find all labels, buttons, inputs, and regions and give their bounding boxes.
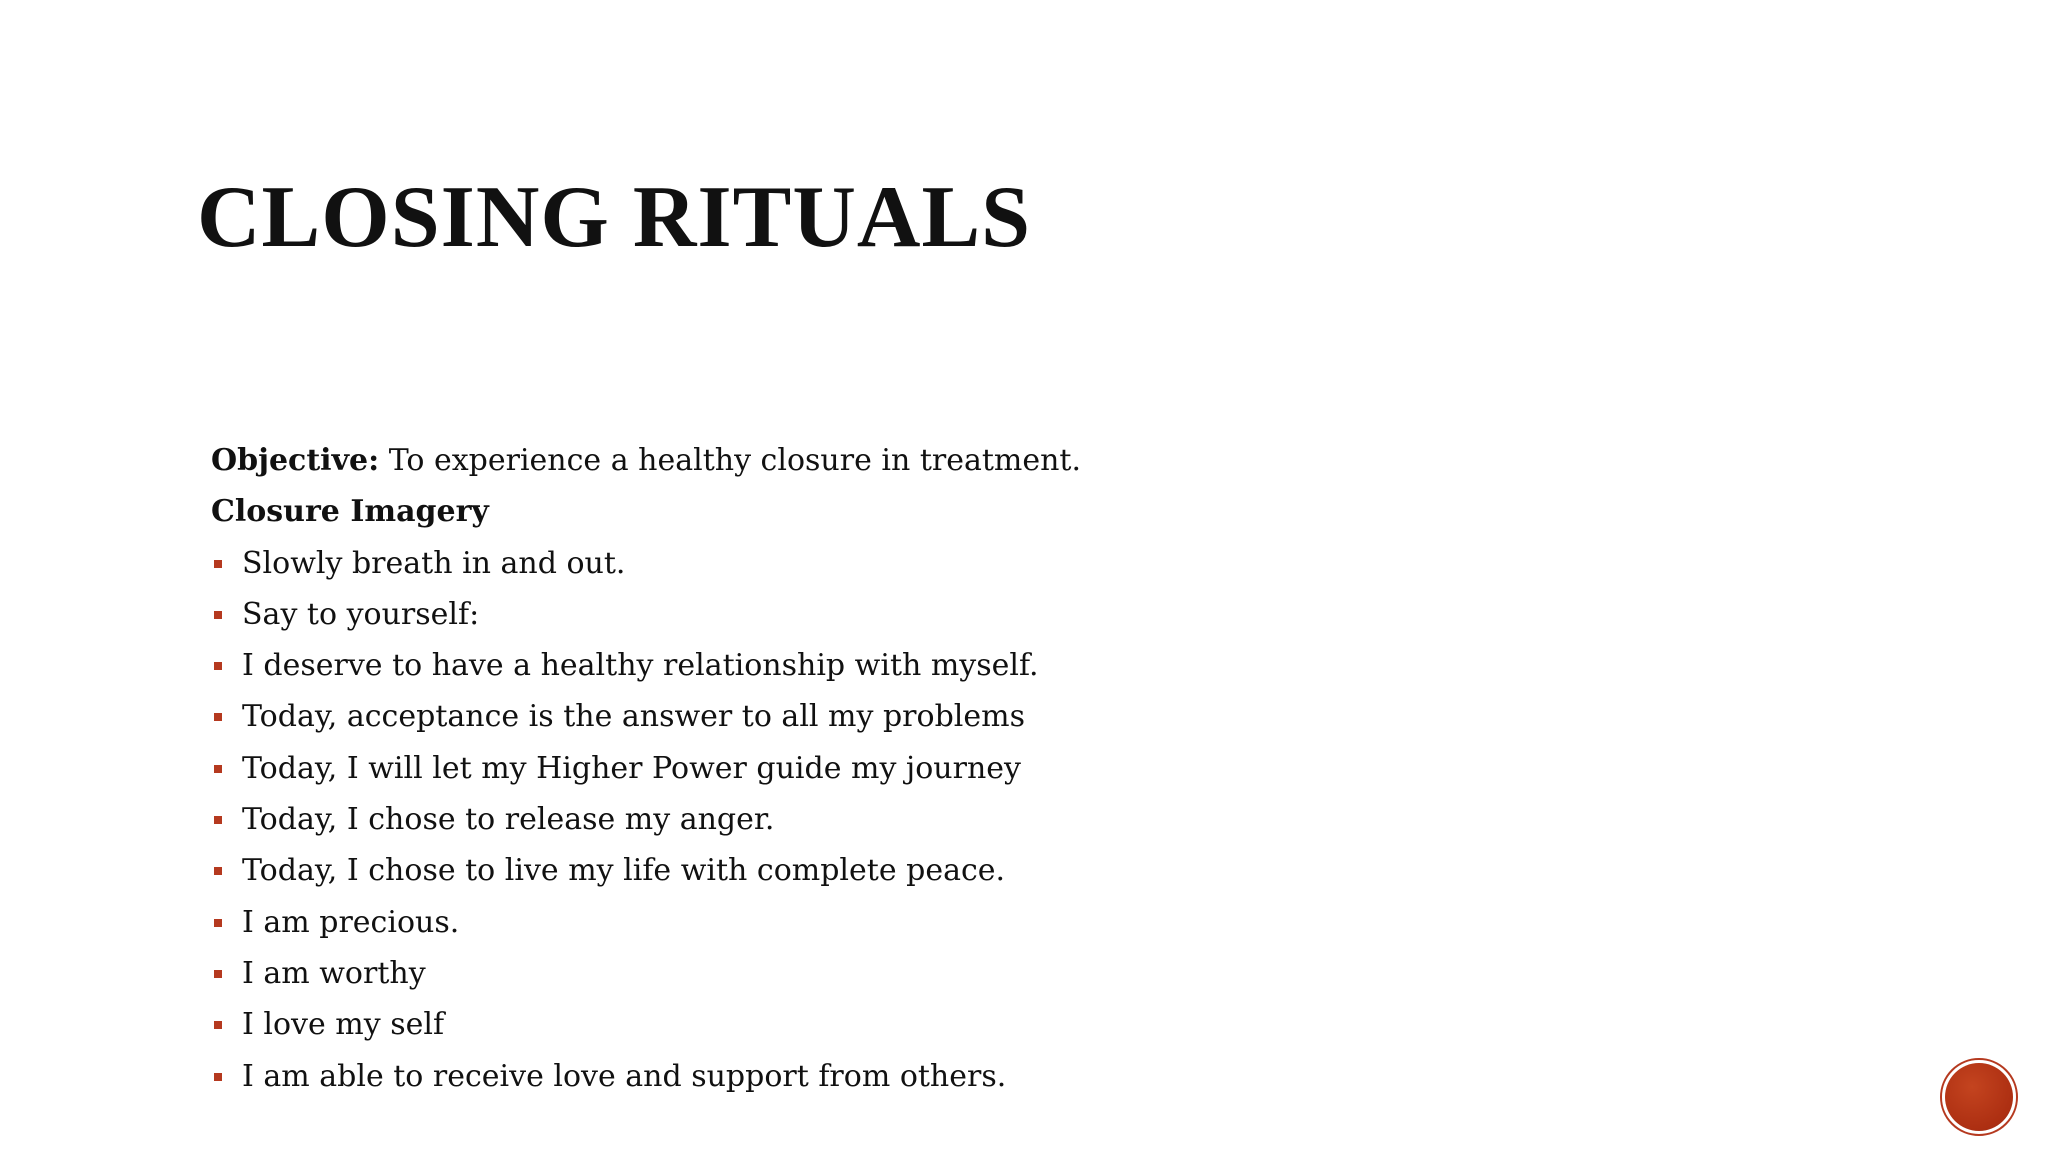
list-item	[211, 1051, 1311, 1102]
subheading: Closure Imagery	[211, 494, 489, 530]
square-bullet-icon	[214, 816, 222, 824]
list-item-text: I am precious.	[242, 904, 460, 940]
list-item	[211, 948, 1311, 999]
list-item-text: Today, I chose to release my anger.	[242, 802, 775, 838]
list-item	[211, 538, 1311, 589]
square-bullet-icon	[214, 611, 222, 619]
list-item-text: Today, I chose to live my life with complete peace.	[242, 853, 1006, 889]
square-bullet-icon	[214, 1021, 222, 1029]
slide-nav-button[interactable]	[1940, 1058, 2018, 1136]
list-item	[211, 691, 1311, 742]
list-item-text: Today, acceptance is the answer to all my problems	[242, 699, 1025, 735]
list-item-text: I am worthy	[242, 955, 426, 991]
square-bullet-icon	[214, 765, 222, 773]
square-bullet-icon	[214, 919, 222, 927]
objective-line	[211, 435, 1311, 486]
list-item	[211, 897, 1311, 948]
list-item-text: I am able to receive love and support from others.	[242, 1058, 1007, 1094]
square-bullet-icon	[214, 867, 222, 875]
list-item-text: Say to yourself:	[242, 596, 480, 632]
bullet-list	[211, 538, 1311, 1102]
list-item	[211, 743, 1311, 794]
square-bullet-icon	[214, 1073, 222, 1081]
objective-label: Objective:	[211, 443, 380, 478]
list-item-text: Today, I will let my Higher Power guide my journey	[242, 750, 1021, 786]
list-item	[211, 589, 1311, 640]
slide-title: CLOSING RITUALS	[197, 169, 1032, 266]
list-item	[211, 999, 1311, 1050]
square-bullet-icon	[214, 970, 222, 978]
list-item	[211, 640, 1311, 691]
list-item	[211, 794, 1311, 845]
list-item	[211, 845, 1311, 896]
list-item-text: I deserve to have a healthy relationship with myself.	[242, 648, 1039, 684]
square-bullet-icon	[214, 560, 222, 568]
objective-text: To experience a healthy closure in treatment.	[379, 443, 1082, 478]
list-item-text: I love my self	[242, 1007, 445, 1043]
list-item-text: Slowly breath in and out.	[242, 545, 626, 581]
square-bullet-icon	[214, 662, 222, 670]
slide-body	[211, 435, 1311, 1102]
square-bullet-icon	[214, 713, 222, 721]
red-circle-button-icon	[1945, 1063, 2013, 1131]
